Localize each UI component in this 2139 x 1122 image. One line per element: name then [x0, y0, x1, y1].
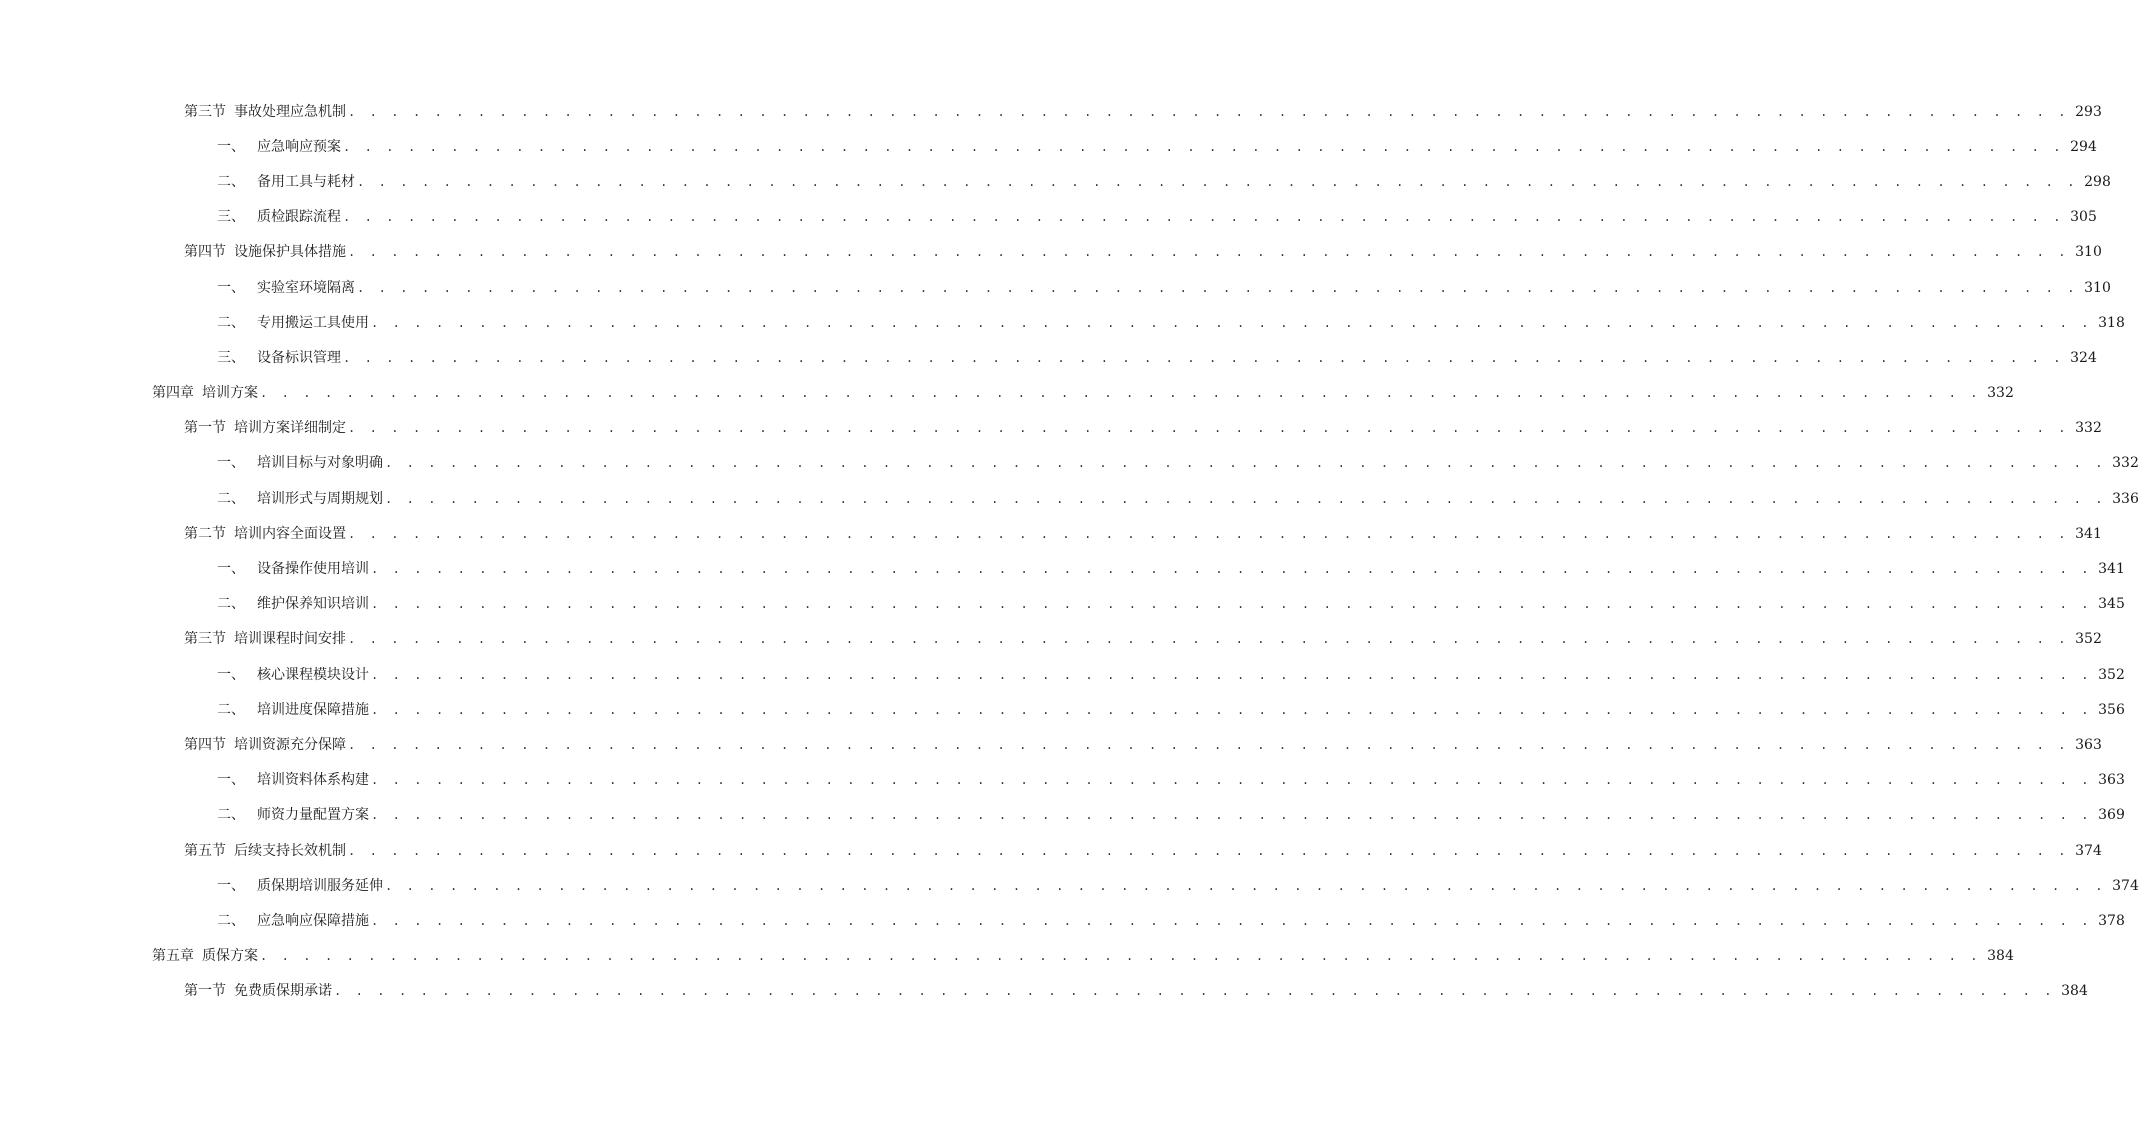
toc-section-entry[interactable]: [0, 974, 2088, 1009]
toc-entry-title: 培训进度保障措施: [257, 701, 369, 718]
toc-page-number: 363: [2098, 772, 2125, 789]
toc-entry-label: [217, 667, 369, 683]
toc-entry-label: [184, 631, 346, 647]
toc-subsection-entry[interactable]: [0, 587, 2125, 622]
toc-entry-label: [184, 526, 346, 542]
toc-entry-label: [152, 385, 258, 401]
dot-leader: . . . . . . . . . . . . . . . . . . . . . . . . . . . . . . . . . . . . . . . . . . . . . . . . . . . . . . . . . . . . . . . . . . . . . . . . . . . . . . . .: [260, 386, 1982, 401]
toc-subsection-entry[interactable]: [0, 657, 2125, 692]
toc-page-number: 352: [2098, 666, 2125, 683]
toc-entry-number: 第一节: [184, 420, 226, 437]
toc-entry-label: [217, 350, 341, 366]
toc-subsection-entry[interactable]: [0, 798, 2125, 833]
toc-entry-title: 维护保养知识培训: [257, 596, 369, 613]
toc-entry-label: [217, 913, 369, 929]
dot-leader: . . . . . . . . . . . . . . . . . . . . . . . . . . . . . . . . . . . . . . . . . . . . . . . . . . . . . . . . . . . . . . . . . . . . . . . . . . . . . . . .: [343, 350, 2065, 365]
dot-leader: . . . . . . . . . . . . . . . . . . . . . . . . . . . . . . . . . . . . . . . . . . . . . . . . . . . . . . . . . . . . . . . . . . . . . . . . . . . . . . . .: [385, 456, 2107, 471]
toc-entry-number: 第五章: [152, 948, 194, 965]
toc-entry-title: 应急响应保障措施: [257, 912, 369, 929]
toc-subsection-entry[interactable]: [0, 164, 2111, 199]
toc-page-number: 332: [1987, 385, 2014, 402]
toc-entry-title: 培训方案: [202, 385, 258, 402]
toc-entry-number: 二、: [217, 912, 245, 929]
dot-leader: . . . . . . . . . . . . . . . . . . . . . . . . . . . . . . . . . . . . . . . . . . . . . . . . . . . . . . . . . . . . . . . . . . . . . . . . . . . . . . . .: [343, 139, 2065, 154]
toc-subsection-entry[interactable]: [0, 129, 2097, 164]
toc-entry-label: [217, 807, 369, 823]
toc-entry-title: 培训课程时间安排: [234, 631, 346, 648]
toc-entry-title: 后续支持长效机制: [234, 842, 346, 859]
toc-entry-label: [217, 561, 369, 577]
dot-leader: . . . . . . . . . . . . . . . . . . . . . . . . . . . . . . . . . . . . . . . . . . . . . . . . . . . . . . . . . . . . . . . . . . . . . . . . . . . . . . . .: [348, 526, 2070, 541]
dot-leader: . . . . . . . . . . . . . . . . . . . . . . . . . . . . . . . . . . . . . . . . . . . . . . . . . . . . . . . . . . . . . . . . . . . . . . . . . . . . . . . .: [348, 737, 2070, 752]
toc-section-entry[interactable]: [0, 94, 2102, 129]
toc-entry-label: [184, 737, 346, 753]
toc-entry-label: [184, 843, 346, 859]
toc-entry-label: [184, 983, 332, 999]
dot-leader: . . . . . . . . . . . . . . . . . . . . . . . . . . . . . . . . . . . . . . . . . . . . . . . . . . . . . . . . . . . . . . . . . . . . . . . . . . . . . . . .: [385, 878, 2107, 893]
dot-leader: . . . . . . . . . . . . . . . . . . . . . . . . . . . . . . . . . . . . . . . . . . . . . . . . . . . . . . . . . . . . . . . . . . . . . . . . . . . . . . . .: [371, 808, 2093, 823]
dot-leader: . . . . . . . . . . . . . . . . . . . . . . . . . . . . . . . . . . . . . . . . . . . . . . . . . . . . . . . . . . . . . . . . . . . . . . . . . . . . . . . .: [371, 773, 2093, 788]
toc-entry-title: 培训形式与周期规划: [257, 490, 383, 507]
toc-entry-label: [184, 244, 346, 260]
dot-leader: . . . . . . . . . . . . . . . . . . . . . . . . . . . . . . . . . . . . . . . . . . . . . . . . . . . . . . . . . . . . . . . . . . . . . . . . . . . . . . . .: [371, 597, 2093, 612]
toc-entry-label: [217, 878, 383, 894]
toc-entry-number: 第三节: [184, 103, 226, 120]
toc-entry-title: 事故处理应急机制: [234, 103, 346, 120]
toc-entry-label: [217, 315, 369, 331]
toc-entry-number: 一、: [217, 279, 245, 296]
dot-leader: . . . . . . . . . . . . . . . . . . . . . . . . . . . . . . . . . . . . . . . . . . . . . . . . . . . . . . . . . . . . . . . . . . . . . . . . . . . . . . . .: [348, 843, 2070, 858]
toc-page-number: 378: [2098, 912, 2125, 929]
toc-page-number: 298: [2084, 173, 2111, 190]
toc-chapter-entry[interactable]: [0, 939, 2014, 974]
toc-page-number: 384: [1987, 948, 2014, 965]
toc-subsection-entry[interactable]: [0, 692, 2125, 727]
toc-entry-label: [217, 596, 369, 612]
toc-entry-title: 免费质保期承诺: [234, 983, 332, 1000]
toc-page-number: 324: [2070, 349, 2097, 366]
toc-section-entry[interactable]: [0, 235, 2102, 270]
toc-entry-label: [184, 420, 346, 436]
toc-page-number: 369: [2098, 807, 2125, 824]
toc-section-entry[interactable]: [0, 516, 2102, 551]
toc-entry-title: 质保期培训服务延伸: [257, 877, 383, 894]
dot-leader: . . . . . . . . . . . . . . . . . . . . . . . . . . . . . . . . . . . . . . . . . . . . . . . . . . . . . . . . . . . . . . . . . . . . . . . . . . . . . . . .: [348, 421, 2070, 436]
toc-entry-number: 第五节: [184, 842, 226, 859]
toc-entry-label: [217, 455, 383, 471]
dot-leader: . . . . . . . . . . . . . . . . . . . . . . . . . . . . . . . . . . . . . . . . . . . . . . . . . . . . . . . . . . . . . . . . . . . . . . . . . . . . . . . .: [260, 949, 1982, 964]
toc-page-number: 293: [2075, 103, 2102, 120]
toc-entry-title: 设施保护具体措施: [234, 244, 346, 261]
dot-leader: . . . . . . . . . . . . . . . . . . . . . . . . . . . . . . . . . . . . . . . . . . . . . . . . . . . . . . . . . . . . . . . . . . . . . . . . . . . . . . . .: [348, 632, 2070, 647]
toc-page-number: 352: [2075, 631, 2102, 648]
toc-page-number: 310: [2075, 244, 2102, 261]
toc-subsection-entry[interactable]: [0, 446, 2139, 481]
toc-entry-label: [152, 948, 258, 964]
toc-entry-title: 培训内容全面设置: [234, 525, 346, 542]
dot-leader: . . . . . . . . . . . . . . . . . . . . . . . . . . . . . . . . . . . . . . . . . . . . . . . . . . . . . . . . . . . . . . . . . . . . . . . . . . . . . . . .: [334, 984, 2056, 999]
toc-entry-title: 应急响应预案: [257, 138, 341, 155]
toc-subsection-entry[interactable]: [0, 551, 2125, 586]
toc-section-entry[interactable]: [0, 411, 2102, 446]
toc-page-number: 341: [2075, 525, 2102, 542]
toc-entry-number: 一、: [217, 666, 245, 683]
toc-entry-number: 第四节: [184, 244, 226, 261]
toc-entry-label: [217, 139, 341, 155]
toc-entry-label: [217, 491, 383, 507]
dot-leader: . . . . . . . . . . . . . . . . . . . . . . . . . . . . . . . . . . . . . . . . . . . . . . . . . . . . . . . . . . . . . . . . . . . . . . . . . . . . . . . .: [357, 280, 2079, 295]
dot-leader: . . . . . . . . . . . . . . . . . . . . . . . . . . . . . . . . . . . . . . . . . . . . . . . . . . . . . . . . . . . . . . . . . . . . . . . . . . . . . . . .: [348, 245, 2070, 260]
toc-subsection-entry[interactable]: [0, 200, 2097, 235]
toc-page-number: 363: [2075, 736, 2102, 753]
toc-page-number: 310: [2084, 279, 2111, 296]
dot-leader: . . . . . . . . . . . . . . . . . . . . . . . . . . . . . . . . . . . . . . . . . . . . . . . . . . . . . . . . . . . . . . . . . . . . . . . . . . . . . . . .: [371, 667, 2093, 682]
toc-entry-label: [217, 280, 355, 296]
toc-entry-number: 三、: [217, 349, 245, 366]
toc-entry-number: 第三节: [184, 631, 226, 648]
toc-page-number: 305: [2070, 209, 2097, 226]
dot-leader: . . . . . . . . . . . . . . . . . . . . . . . . . . . . . . . . . . . . . . . . . . . . . . . . . . . . . . . . . . . . . . . . . . . . . . . . . . . . . . . .: [348, 104, 2070, 119]
toc-entry-number: 一、: [217, 772, 245, 789]
toc-subsection-entry[interactable]: [0, 305, 2125, 340]
toc-subsection-entry[interactable]: [0, 903, 2125, 938]
toc-entry-title: 培训资源充分保障: [234, 736, 346, 753]
dot-leader: . . . . . . . . . . . . . . . . . . . . . . . . . . . . . . . . . . . . . . . . . . . . . . . . . . . . . . . . . . . . . . . . . . . . . . . . . . . . . . . .: [385, 491, 2107, 506]
dot-leader: . . . . . . . . . . . . . . . . . . . . . . . . . . . . . . . . . . . . . . . . . . . . . . . . . . . . . . . . . . . . . . . . . . . . . . . . . . . . . . . .: [371, 913, 2093, 928]
toc-subsection-entry[interactable]: [0, 340, 2097, 375]
toc-entry-number: 一、: [217, 455, 245, 472]
toc-entry-label: [217, 772, 369, 788]
toc-entry-title: 设备操作使用培训: [257, 561, 369, 578]
toc-entry-number: 第一节: [184, 983, 226, 1000]
toc-page-number: 294: [2070, 138, 2097, 155]
toc-page-number: 332: [2075, 420, 2102, 437]
toc-subsection-entry[interactable]: [0, 270, 2111, 305]
toc-page-number: 318: [2098, 314, 2125, 331]
toc-entry-number: 一、: [217, 877, 245, 894]
dot-leader: . . . . . . . . . . . . . . . . . . . . . . . . . . . . . . . . . . . . . . . . . . . . . . . . . . . . . . . . . . . . . . . . . . . . . . . . . . . . . . . .: [371, 315, 2093, 330]
toc-entry-title: 培训方案详细制定: [234, 420, 346, 437]
toc-entry-number: 一、: [217, 138, 245, 155]
toc-page-number: 374: [2112, 877, 2139, 894]
dot-leader: . . . . . . . . . . . . . . . . . . . . . . . . . . . . . . . . . . . . . . . . . . . . . . . . . . . . . . . . . . . . . . . . . . . . . . . . . . . . . . . .: [371, 562, 2093, 577]
dot-leader: . . . . . . . . . . . . . . . . . . . . . . . . . . . . . . . . . . . . . . . . . . . . . . . . . . . . . . . . . . . . . . . . . . . . . . . . . . . . . . . .: [343, 210, 2065, 225]
toc-entry-number: 二、: [217, 490, 245, 507]
toc-entry-number: 第二节: [184, 525, 226, 542]
toc-entry-label: [217, 209, 341, 225]
toc-section-entry[interactable]: [0, 833, 2102, 868]
toc-entry-label: [184, 104, 346, 120]
toc-page-number: 384: [2061, 983, 2088, 1000]
toc-entry-title: 培训目标与对象明确: [257, 455, 383, 472]
toc-chapter-entry[interactable]: [0, 376, 2014, 411]
toc-subsection-entry[interactable]: [0, 763, 2125, 798]
toc-entry-title: 专用搬运工具使用: [257, 314, 369, 331]
dot-leader: . . . . . . . . . . . . . . . . . . . . . . . . . . . . . . . . . . . . . . . . . . . . . . . . . . . . . . . . . . . . . . . . . . . . . . . . . . . . . . . .: [371, 702, 2093, 717]
toc-entry-title: 质检跟踪流程: [257, 209, 341, 226]
toc-entry-title: 核心课程模块设计: [257, 666, 369, 683]
toc-subsection-entry[interactable]: [0, 481, 2139, 516]
toc-page-number: 341: [2098, 561, 2125, 578]
toc-entry-number: 一、: [217, 561, 245, 578]
toc-entry-title: 师资力量配置方案: [257, 807, 369, 824]
toc-page-number: 356: [2098, 701, 2125, 718]
toc-section-entry[interactable]: [0, 622, 2102, 657]
toc-page-number: 374: [2075, 842, 2102, 859]
toc-entry-number: 二、: [217, 314, 245, 331]
toc-entry-title: 培训资料体系构建: [257, 772, 369, 789]
toc-entry-label: [217, 702, 369, 718]
toc-entry-title: 备用工具与耗材: [257, 173, 355, 190]
toc-entry-number: 二、: [217, 807, 245, 824]
toc-subsection-entry[interactable]: [0, 868, 2139, 903]
table-of-contents: [0, 94, 2139, 1009]
toc-entry-number: 二、: [217, 596, 245, 613]
toc-entry-title: 设备标识管理: [257, 349, 341, 366]
toc-entry-number: 二、: [217, 701, 245, 718]
toc-entry-title: 实验室环境隔离: [257, 279, 355, 296]
toc-entry-number: 二、: [217, 173, 245, 190]
toc-entry-number: 第四节: [184, 736, 226, 753]
toc-entry-number: 第四章: [152, 385, 194, 402]
toc-entry-number: 三、: [217, 209, 245, 226]
toc-page-number: 332: [2112, 455, 2139, 472]
toc-entry-title: 质保方案: [202, 948, 258, 965]
toc-page-number: 345: [2098, 596, 2125, 613]
toc-entry-label: [217, 174, 355, 190]
toc-page-number: 336: [2112, 490, 2139, 507]
dot-leader: . . . . . . . . . . . . . . . . . . . . . . . . . . . . . . . . . . . . . . . . . . . . . . . . . . . . . . . . . . . . . . . . . . . . . . . . . . . . . . . .: [357, 174, 2079, 189]
toc-section-entry[interactable]: [0, 727, 2102, 762]
